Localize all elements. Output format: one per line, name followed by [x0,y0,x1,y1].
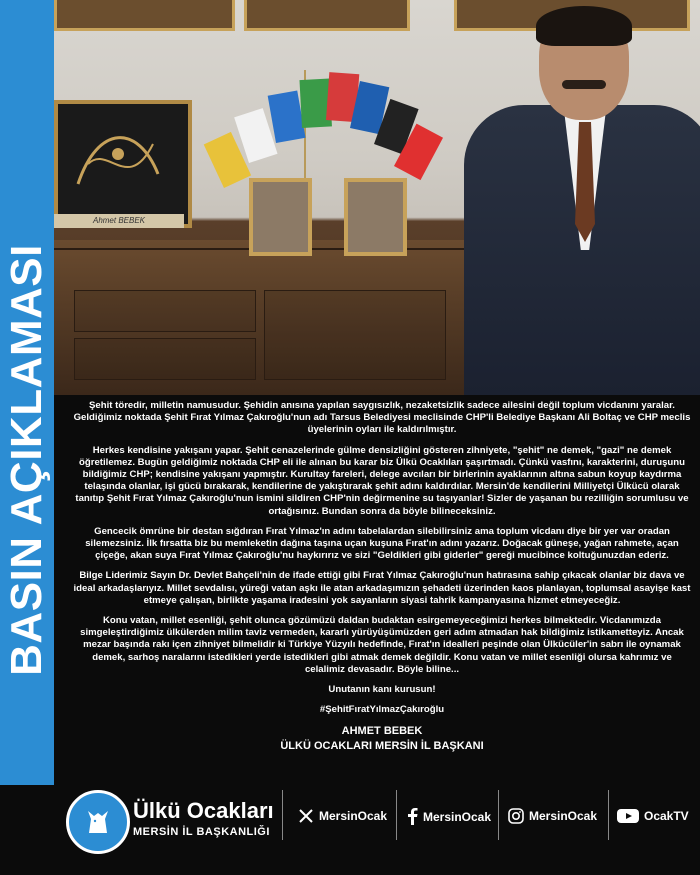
divider [282,790,283,840]
desk-photo-frame [249,178,312,256]
org-subtitle: MERSİN İL BAŞKANLIĞI [133,826,270,838]
hashtag: #ŞehitFıratYılmazÇakıroğlu [319,704,445,716]
signature-name: AHMET BEBEK [341,725,423,738]
social-facebook[interactable] [406,808,491,825]
wolf-icon [81,805,115,839]
divider [396,790,397,840]
instagram-icon [508,808,524,824]
paragraph: Gencecik ömrüne bir destan sığdıran Fırat Yılmaz'ın adını tabelalardan silebilirsiniz ama toplum vicdanı diye bir yer var oradan silemezsiniz. İlk fırsatta biz bu memleketin dağına taşına uçan kuşuna Fırat'ın adını yazarız. Doğacak güneşe, yağan rahmete, açan çiçeğe, akan suya Fırat Yılmaz Çakıroğlu'nu haykırırız ve sizi "Geldikleri gibi giderler" gereği mucibince koltuğunuzdan ederiz. [85,525,679,562]
social-handle: OcakTV [644,809,689,823]
social-youtube[interactable] [617,808,689,824]
social-handle: MersinOcak [319,809,388,823]
divider [498,790,499,840]
social-handle: MersinOcak [423,809,492,824]
mustache [562,80,606,89]
header-photo [54,0,700,395]
divider [608,790,609,840]
x-icon [298,808,314,824]
youtube-icon [617,808,639,824]
social-handle: MersinOcak [529,809,598,823]
social-instagram[interactable] [508,808,597,824]
calligraphy-art [58,104,180,216]
paragraph: Konu vatan, millet esenliği, şehit olunca gözümüzü daldan budaktan esirgemeyeceğimizi herkes bilmektedir. Vicdanımızda simgeleştirdiğimiz ülkülerden milim taviz vermeden, kararlı yürüyüşümüzden geri adım atmadan hak bildiğimiz istikametteyiz. Ancak mezar başında rakı içen zihniyet bilmelidir ki Türkiye Yüzyılı hedefinde, Fırat'ın idealleri peşinde olan Ülkücüler'in sabrı ile oynamak demek, sarhoş naralarını istedikleri yerde istedikleri gibi atmak demek değildir. Konu vatan ve millet esenliği olursa kahrımız ve celalimiz devasadır. Böyle biline... [80,615,684,675]
statement-body [72,400,692,775]
paragraph: Herkes kendisine yakışanı yapar. Şehit cenazelerinde gülme densizliğini gösteren zihniyete, "şehit" ne demek, "gazi" ne demek öğretilemez. Bugün geldiğimiz noktada CHP eli ile alınan bu karar biz Ülkü Ocaklıları şaşırtmadı. Çünkü vasfını, karakterini, duruşunu bildiğimiz CHP; kendisine yakışanı yapmıştır. Kurultay fareleri, delege avcıları bir birlerinin ayaklarının altına sabun koyup kaydırma telaşında olanlar, işi gücü bırakarak, kendilerine de yakıştırarak şehit adını kaldırdılar. Mersin'de kendilerini Milliyetçi Ülkücü olarak tanıtıp Şehit Fırat Yılmaz Çakıroğlu'nun ismini sildiren CHP'nin değirmenine su taşıyanlar! Sizler de yaşanan bu rezilliğin sorumlusu ve ortağısınız. Bundan sonra da böyle bilineceksiniz. [75,444,689,517]
org-name: Ülkü Ocakları [133,798,274,823]
wolf-emblem-icon [66,790,130,854]
wall-frame-center [244,0,410,31]
signature-title: ÜLKÜ OCAKLARI MERSİN İL BAŞKANI [280,740,484,753]
side-title: BASIN AÇIKLAMASI [2,244,51,676]
drawer [74,338,256,380]
facebook-icon [406,808,418,825]
calligraphy-frame [54,100,192,228]
desk-photo-frame [344,178,407,256]
paragraph: Bilge Liderimiz Sayın Dr. Devlet Bahçeli'nin de ifade ettiği gibi Fırat Yılmaz Çakıroğlu'nun hatırasına sahip çıkacak olanlar biz dava ve ideal arkadaşlarıyız. Millet sevdalısı, yüreği vatan aşkı ile atan arkadaşımızın şehadeti üzerinden kaos planlayan, toplumsal asayişe kast etmeye çalışan, birlikte yaşama iradesini yok sayanların siyasi tahrik kampanyasına hizmet etmeyeceğiz. [73,570,691,606]
drawer [74,290,256,332]
paragraph: Şehit töredir, milletin namusudur. Şehidin anısına yapılan saygısızlık, nezaketsizlik sadece ailesini değil toplum vicdanını yaralar. Geldiğimiz noktada Şehit Fırat Yılmaz Çakıroğlu'nun adı Tarsus Belediyesi meclisinde CHP'li Belediye Başkanı Ali Boltaç ve CHP meclis üyelerinin oyları ile kaldırılmıştır. [73,400,691,436]
signature [72,724,692,754]
drawer [264,290,446,380]
person-photo [464,10,700,395]
hair [536,6,632,46]
nameplate: Ahmet BEBEK [54,214,184,228]
closing-line: Unutanın kanı kurusun! [328,684,436,696]
social-x[interactable] [298,808,387,824]
wall-frame-left [54,0,235,31]
